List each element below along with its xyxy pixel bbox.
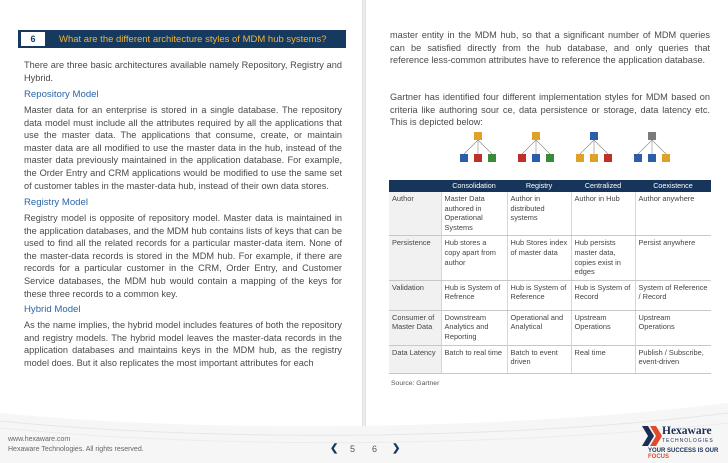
table-cell: Master Data authored in Operational Systems — [441, 192, 507, 236]
registry-diagram-icon — [518, 132, 554, 162]
table-cell: Hub is System of Record — [571, 280, 635, 310]
consolidation-diagram-icon — [460, 132, 496, 162]
table-cell: Hub Stores index of master data — [507, 236, 571, 280]
logo-tagline-b: FOCUS — [648, 454, 669, 460]
table-cell: Batch to event driven — [507, 345, 571, 373]
logo-tagline — [648, 448, 728, 460]
table-row — [389, 345, 711, 373]
table-cell: Persist anywhere — [635, 236, 711, 280]
table-cell: Operational and Analytical — [507, 310, 571, 345]
table-header-centralized: Centralized — [571, 180, 635, 192]
row-label: Persistence — [389, 236, 441, 280]
table-cell: Batch to real time — [441, 345, 507, 373]
table-cell: Hub is System of Reference — [507, 280, 571, 310]
table-header-consolidation: Consolidation — [441, 180, 507, 192]
table-header-coexistence: Coexistence — [635, 180, 711, 192]
mdm-styles-diagram — [454, 130, 684, 178]
hybrid-heading: Hybrid Model — [24, 304, 81, 315]
logo-name: Hexaware — [662, 425, 712, 437]
table-header-row — [389, 180, 711, 192]
table-cell: Author anywhere — [635, 192, 711, 236]
row-label: Consumer of Master Data — [389, 310, 441, 345]
row-label: Data Latency — [389, 345, 441, 373]
prev-page-button[interactable]: ❮ — [330, 443, 339, 454]
table-cell: Publish / Subscribe, event-driven — [635, 345, 711, 373]
next-page-button[interactable]: ❯ — [392, 443, 401, 454]
table-row — [389, 236, 711, 280]
centralized-diagram-icon — [576, 132, 612, 162]
table-header-registry: Registry — [507, 180, 571, 192]
page-number-left: 5 — [350, 444, 356, 454]
table-source: Source: Gartner — [391, 380, 440, 387]
question-number: 6 — [21, 32, 45, 46]
table-header-cell — [389, 180, 441, 192]
table-row — [389, 192, 711, 236]
repository-paragraph: Master data for an enterprise is stored in a single database. The repository data model must include all the attributes required by all the applications that use the master data. The applications that consume, create, or maintain master data are all modified to use the master data in the hub, instead of the master data previously maintained in the application database. For example, the Order Entry and CRM applications would be modified to use the same set of customer tables in the master-data hub, instead of their own data stores. — [24, 105, 342, 191]
logo-subtitle: TECHNOLOGIES — [662, 438, 714, 444]
registry-heading: Registry Model — [24, 197, 88, 208]
intro-paragraph: There are three basic architectures available namely Repository, Registry and Hybrid. — [24, 60, 342, 83]
footer-copyright: Hexaware Technologies. All rights reserved. — [8, 446, 144, 453]
registry-paragraph: Registry model is opposite of repository model. Master data is maintained in the application databases, and the MDM hub contains lists of keys that can be used to find all the related records for a particular master-data item. None of the master-data records is stored in the MDM hub. For example, if there are records for a particular customer in the CRM, Order Entry, and Customer Service databases, the MDM hub would contain a mapping of the keys for these three records to a common key. — [24, 213, 342, 299]
table-row — [389, 280, 711, 310]
table-cell: Real time — [571, 345, 635, 373]
table-cell: Upstream Operations — [571, 310, 635, 345]
question-title: What are the different architecture styles of MDM hub systems? — [59, 33, 327, 45]
page-number-right: 6 — [372, 444, 378, 454]
table-cell: Author in distributed systems — [507, 192, 571, 236]
table-cell: Downstream Analytics and Reporting — [441, 310, 507, 345]
logo-tagline-a: YOUR SUCCESS IS OUR — [648, 448, 719, 454]
footer-website[interactable]: www.hexaware.com — [8, 436, 71, 443]
repository-heading: Repository Model — [24, 89, 99, 100]
question-bar — [18, 30, 346, 48]
table-cell: System of Reference / Record — [635, 280, 711, 310]
table-cell: Hub is System of Refrence — [441, 280, 507, 310]
table-cell: Upstream Operations — [635, 310, 711, 345]
table-row — [389, 310, 711, 345]
row-label: Validation — [389, 280, 441, 310]
table-cell: Author in Hub — [571, 192, 635, 236]
hybrid-paragraph: As the name implies, the hybrid model includes features of both the repository and registry models. The hybrid model leaves the master-data records in the application databases and maintains keys in the MDM hub, as the registry model does. But it also replicates the most important attributes for each — [24, 320, 342, 368]
continued-paragraph: master entity in the MDM hub, so that a significant number of MDM queries can be satisfied directly from the hub database, and only queries that reference less-common attributes have to reference the application database. — [390, 30, 710, 66]
gartner-paragraph: Gartner has identified four different implementation styles for MDM based on criteria like authoring sour ce, data persistence or storage, data latency etc. This is depicted below: — [390, 92, 710, 128]
implementation-styles-table — [389, 180, 711, 374]
table-cell: Hub persists master data, copies exist in edges — [571, 236, 635, 280]
row-label: Author — [389, 192, 441, 236]
coexistence-diagram-icon — [634, 132, 670, 162]
table-cell: Hub stores a copy apart from author — [441, 236, 507, 280]
